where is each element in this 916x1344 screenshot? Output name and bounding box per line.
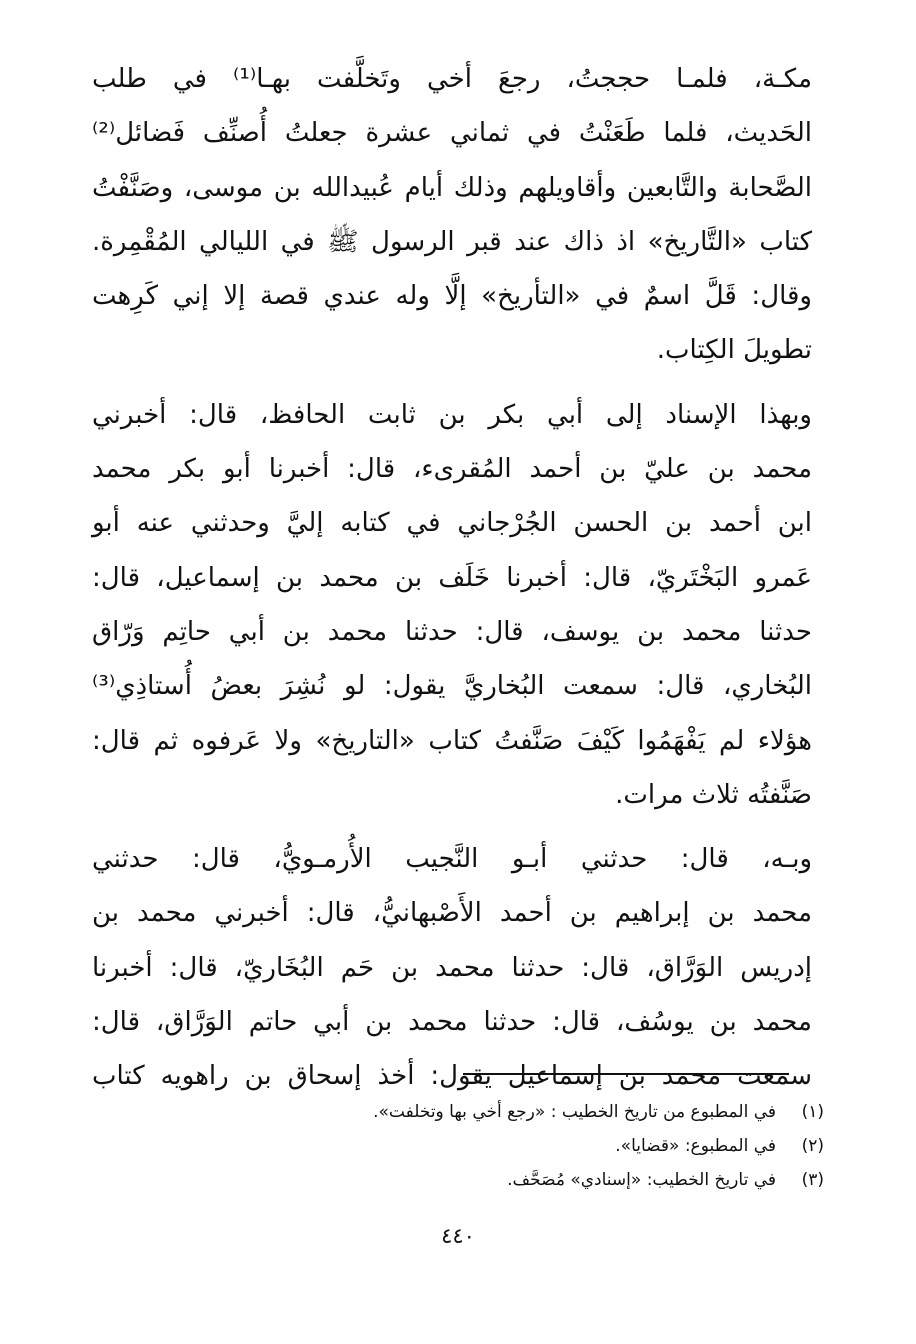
text-line: كتاب «التَّاريخ» اذ ذاك عند قبر الرسول ﷺ في الليالي المُقْمِرة. (92, 226, 812, 257)
footnote-text: في المطبوع: «قضايا». (615, 1136, 776, 1156)
text-line: البُخاري، قال: سمعت البُخاريَّ يقول: لو نُشِرَ بعضُ أُستاذِي⁽³⁾ (92, 671, 812, 702)
text-line: هؤلاء لم يَفْهَمُوا كَيْفَ صَنَّفتُ كتاب «التاريخ» ولا عَرفوه ثم قال: (92, 725, 812, 756)
text-line: وبهذا الإسناد إلى أبي بكر بن ثابت الحافظ، قال: أخبرني (92, 399, 812, 430)
footnote-text: في المطبوع من تاريخ الخطيب : «رجع أخي بها وتخلفت». (373, 1102, 776, 1122)
page-number: ٤٤٠ (441, 1224, 475, 1248)
text-line: الصَّحابة والتَّابعين وأقاويلهم وذلك أيام عُبيدالله بن موسى، وصَنَّفْتُ (92, 172, 812, 203)
text-line: إدريس الوَرَّاق، قال: حدثنا محمد بن حَم البُخَاريّ، قال: أخبرنا (92, 952, 812, 983)
paragraph-gap (92, 378, 812, 388)
text-line: تطويلَ الكِتاب. (656, 335, 812, 366)
footnotes (204, 1095, 824, 1197)
paragraph-2 (92, 388, 812, 822)
footnote-number: (١) (801, 1102, 824, 1122)
paragraph-gap (92, 822, 812, 832)
text-line: وبـه، قال: حدثني أبـو النَّجيب الأُرمـويُّ، قال: حدثني (92, 844, 812, 875)
footnote-3 (204, 1163, 824, 1197)
footnote-2 (204, 1129, 824, 1163)
footnote-text: في تاريخ الخطيب: «إسنادي» مُصَحَّف. (507, 1170, 776, 1190)
text-line: سمعت محمد بن إسماعيل يقول: أخذ إسحاق بن راهويه كتاب (92, 1061, 812, 1092)
text-line: حدثنا محمد بن يوسف، قال: حدثنا محمد بن أبي حاتِم وَرّاق (92, 616, 812, 647)
main-text (92, 52, 812, 1104)
text-line: محمد بن يوسُف، قال: حدثنا محمد بن أبي حاتم الوَرَّاق، قال: (92, 1007, 812, 1038)
text-line: وقال: قَلَّ اسمٌ في «التأريخ» إلَّا وله عندي قصة إلا إني كَرِهت (92, 281, 812, 312)
footnote-1 (204, 1095, 824, 1129)
text-line: محمد بن عليّ بن أحمد المُقرىء، قال: أخبرنا أبو بكر محمد (92, 454, 812, 485)
text-line: عَمرو البَخْتَريّ، قال: أخبرنا خَلَف بن محمد بن إسماعيل، قال: (92, 562, 812, 593)
footnote-number: (٣) (801, 1170, 824, 1190)
text-line: محمد بن إبراهيم بن أحمد الأَصْبهانيُّ، قال: أخبرني محمد بن (92, 898, 812, 929)
text-line: مكـة، فلمـا حججتُ، رجعَ أخي وتَخلَّفت بهـا⁽¹⁾ في طلب (92, 64, 812, 94)
text-line: الحَديث، فلما طَعَنْتُ في ثماني عشرة جعلتُ أُصنِّف فَضائل⁽²⁾ (92, 118, 812, 149)
footnote-number: (٢) (801, 1136, 824, 1156)
paragraph-3 (92, 832, 812, 1103)
footnote-separator (463, 1073, 789, 1075)
text-line: ابن أحمد بن الحسن الجُرْجاني في كتابه إليَّ وحدثني عنه أبو (92, 508, 812, 539)
paragraph-1 (92, 52, 812, 378)
text-line: صَنَّفتُه ثلاث مرات. (615, 779, 812, 810)
